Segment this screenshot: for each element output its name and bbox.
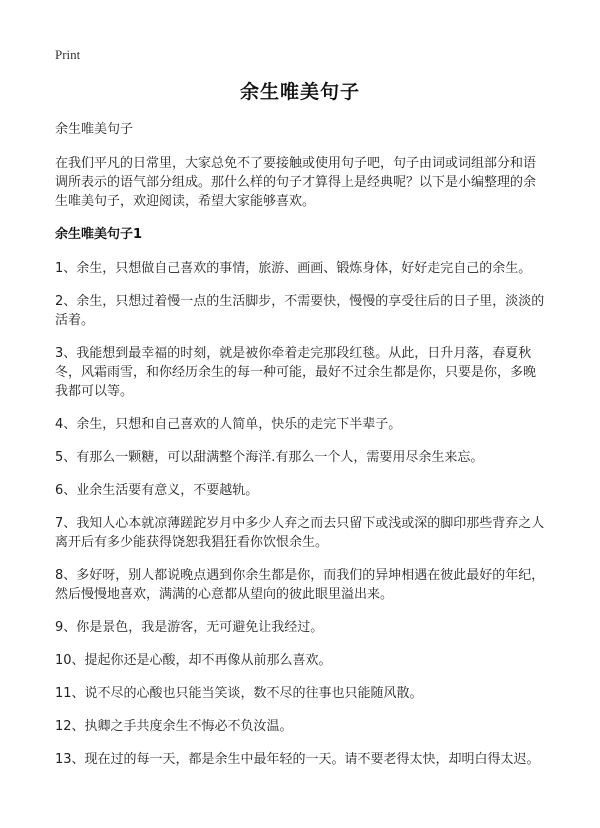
list-item: 11、说不尽的心酸也只能当笑谈，数不尽的往事也只能随风散。 (55, 686, 423, 701)
list-item: 1、余生，只想做自己喜欢的事情，旅游、画画、锻炼身体，好好走完自己的余生。 (55, 261, 532, 276)
list-item: 4、余生，只想和自己喜欢的人简单，快乐的走完下半辈子。 (55, 417, 402, 432)
list-item: 10、提起你还是心酸，却不再像从前那么喜欢。 (55, 653, 332, 668)
list-item: 5、有那么一颗糖，可以甜满整个海洋.有那么一个人，需要用尽余生来忘。 (55, 450, 484, 465)
list-item: 12、执卿之手共度余生不悔必不负汝温。 (55, 719, 293, 734)
article-body (55, 121, 547, 783)
print-label[interactable]: Print (55, 47, 81, 62)
list-item: 9、你是景色，我是游客，无可避免让我经过。 (55, 620, 324, 635)
intro-paragraph: 在我们平凡的日常里，大家总免不了要接触或使用句子吧，句子由词或词组部分和语调所表示的语气部分组成。那什么样的句子才算得上是经典呢？以下是小编整理的余生唯美句子，欢迎阅读，希望大家能够喜欢。 (55, 156, 537, 209)
article-subtitle: 余生唯美句子 (55, 122, 134, 137)
list-item: 13、现在过的每一天，都是余生中最年轻的一天。请不要老得太快，却明白得太迟。 (55, 752, 540, 767)
page-title: 余生唯美句子 (239, 81, 360, 103)
list-item: 7、我知人心本就凉薄蹉跎岁月中多少人弃之而去只留下或浅或深的脚印那些背弃之人离开后有多少能获得饶恕我猖狂看你饮恨余生。 (55, 516, 545, 550)
list-item: 8、多好呀，别人都说晚点遇到你余生都是你，而我们的异坤相遇在彼此最好的年纪，然后慢慢地喜欢，满满的心意都从望向的彼此眼里溢出来。 (55, 568, 545, 602)
list-item: 6、业余生活要有意义，不要越轨。 (55, 483, 259, 498)
section-heading: 余生唯美句子1 (55, 227, 143, 242)
list-item: 2、余生，只想过着慢一点的生活脚步，不需要快，慢慢的享受往后的日子里，淡淡的活着。 (55, 294, 545, 328)
list-item: 3、我能想到最幸福的时刻，就是被你牵着走完那段红毯。从此，日升月落，春夏秋冬，风霜雨雪，和你经历余生的每一种可能，最好不过余生都是你，只要是你，多晚我都可以等。 (55, 346, 537, 399)
